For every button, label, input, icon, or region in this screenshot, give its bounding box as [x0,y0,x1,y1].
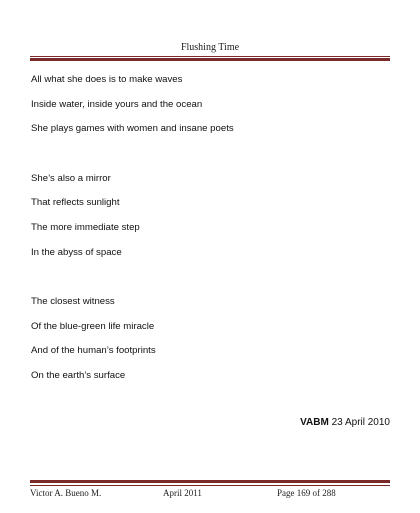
footer-page-number: Page 169 of 288 [277,488,336,498]
poem-line: On the earth’s surface [31,369,126,381]
running-header-title: Flushing Time [180,42,240,53]
stanza-break [31,265,391,290]
header-rule-thick [30,58,390,61]
poem-line: Of the blue-green life miracle [31,320,155,332]
poem-line: She’s also a mirror [31,172,111,184]
signature [300,417,390,428]
signature-date: 23 April 2010 [331,417,390,428]
poem-body [31,68,391,389]
poem-line: She plays games with women and insane poets [31,123,234,135]
footer-date: April 2011 [163,488,202,498]
page-footer [30,488,390,502]
header-rule-thin [30,56,390,57]
stanza-3 [31,290,391,388]
footer-author: Victor A. Bueno M. [30,488,102,498]
poem-line: All what she does is to make waves [31,74,183,85]
stanza-break [31,142,391,167]
signature-initials: VABM [300,417,329,428]
poem-line: In the abyss of space [31,246,122,258]
poem-line: Inside water, inside yours and the ocean [31,98,203,110]
poem-line: The more immediate step [31,221,140,233]
poem-line: That reflects sunlight [31,197,120,209]
poem-line: And of the human’s footprints [31,345,156,357]
stanza-1 [31,68,391,142]
footer-rule-thick [30,480,390,483]
poem-line: The closest witness [31,296,115,308]
stanza-2 [31,167,391,265]
footer-rule-thin [30,485,390,486]
